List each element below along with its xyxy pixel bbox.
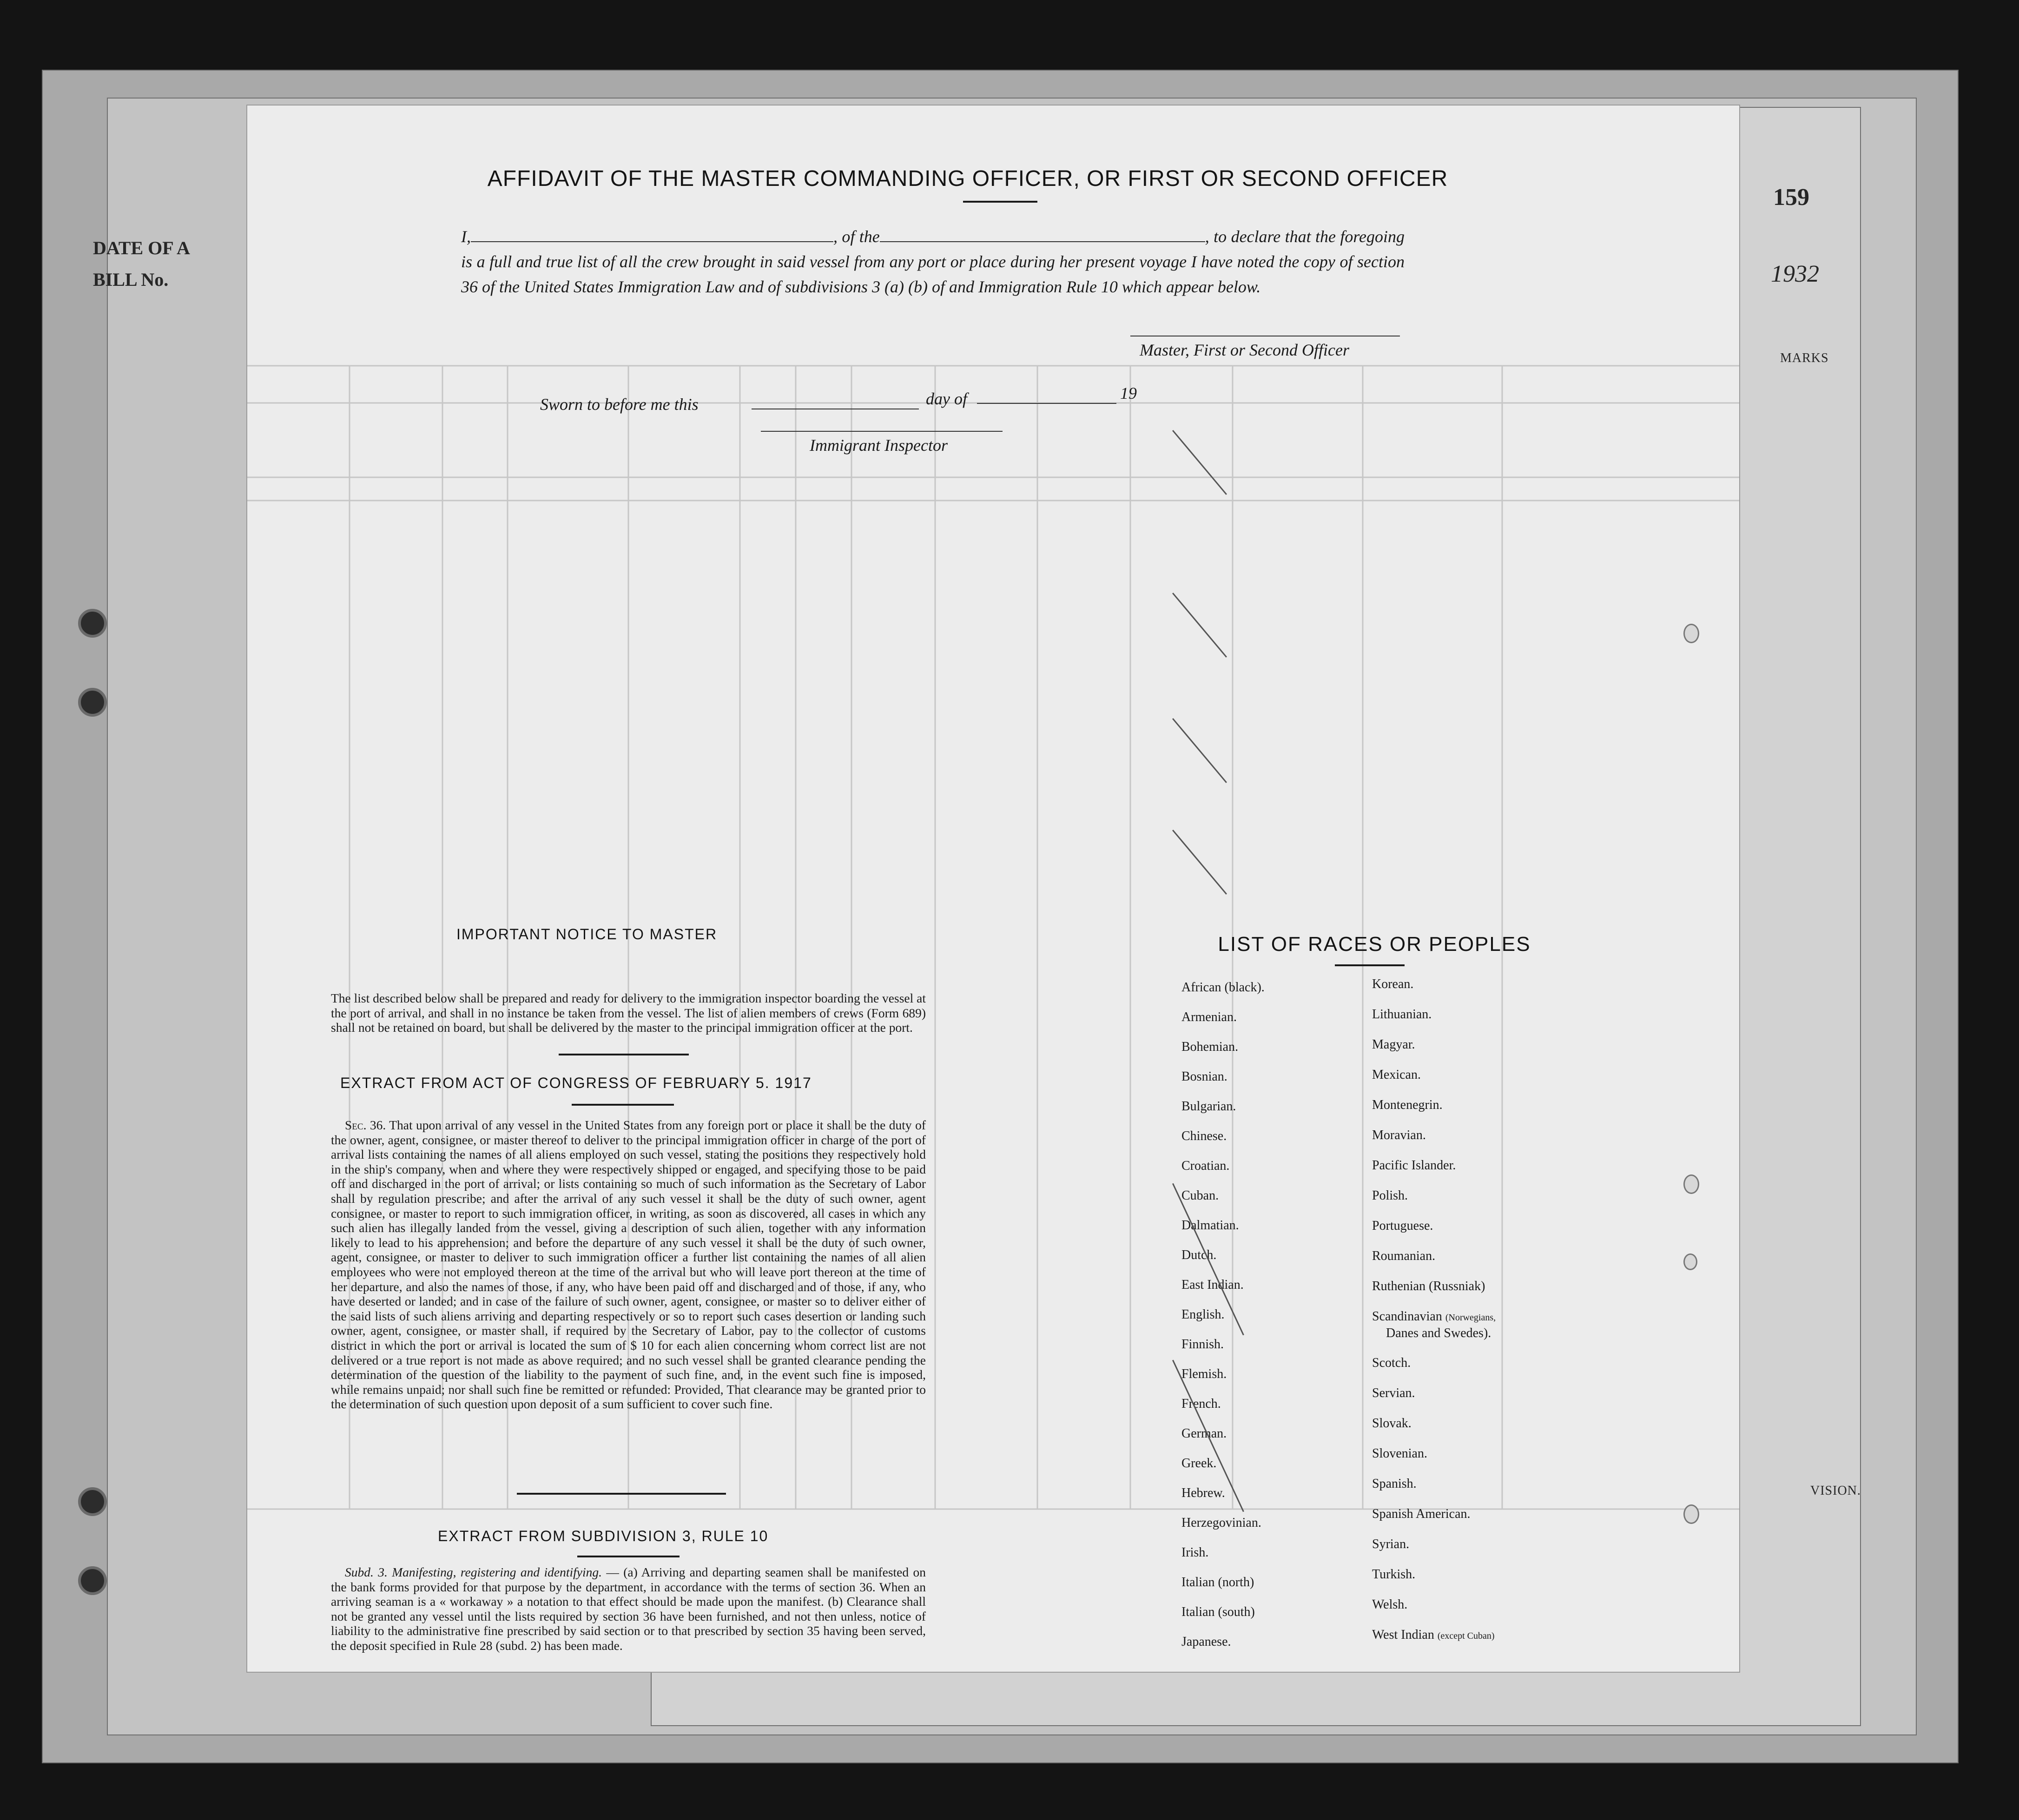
handwritten-year: 1932: [1771, 261, 1819, 287]
tick-mark: [1172, 718, 1227, 783]
rule-extract-rule: [577, 1556, 680, 1557]
race-item-note: (Norwegians,: [1445, 1312, 1496, 1323]
race-item: East Indian.: [1181, 1278, 1244, 1292]
tick-mark: [1172, 830, 1227, 895]
affidavit-to-declare: , to declare: [1205, 227, 1281, 246]
race-item: Welsh.: [1372, 1597, 1408, 1612]
race-item: Lithuanian.: [1372, 1007, 1432, 1022]
race-item: English.: [1181, 1307, 1225, 1322]
binder-hole: [78, 1487, 107, 1516]
section-36-text: [331, 1118, 926, 1411]
race-item: Finnish.: [1181, 1337, 1224, 1352]
affidavit-statement: that the foregoing is a full and true list of all the crew brought in said vessel from any port or place during her present voyage I have noted the copy of section 36 of the United States Immigration Law and of subdivisions 3 (a) (b) of and Immigration Rule 10 which appear below.: [461, 227, 1405, 296]
races-list-title: LIST OF RACES OR PEOPLES: [1218, 933, 1531, 956]
punch-hole: [1683, 1504, 1699, 1524]
act-extract-title: EXTRACT FROM ACT OF CONGRESS OF FEBRUARY 5. 1917: [340, 1075, 812, 1091]
race-item-note: (except Cuban): [1437, 1631, 1495, 1641]
race-item: Irish.: [1181, 1545, 1209, 1560]
page-number: 159: [1773, 184, 1809, 211]
affidavit-i-label: I,: [461, 227, 471, 246]
race-item: Italian (south): [1181, 1605, 1255, 1619]
race-item: Spanish.: [1372, 1477, 1417, 1491]
title-rule: [963, 201, 1037, 203]
race-item: Mexican.: [1372, 1068, 1421, 1082]
race-item: Bulgarian.: [1181, 1099, 1236, 1114]
punch-hole: [1683, 1253, 1697, 1270]
master-signature-label: Master, First or Second Officer: [1140, 341, 1349, 359]
race-item: Dalmatian.: [1181, 1218, 1239, 1233]
section-36-body: That upon arrival of any vessel in the United States from any foreign port or place it shall be the duty of the owner, agent, consignee, or master thereof to deliver to the principal immigration officer in charge of the port of arrival lists containing the names of all aliens employed on such vessel, stating the positions they respectively hold in the ship's company, when and where they were respectively shipped or engaged, and specifying those to be paid off and discharged in the port of arrival; or lists containing so much of such information as the Secretary of Labor shall by regulation prescribe; and after the arrival of any such vessel it shall be the duty of such owner, agent consignee, or master to report to such immigration officer, in writing, as soon as discovered, all cases in which any such alien has illegally landed from the vessel, giving a description of such alien, together with any information likely to lead to his apprehension; and before the departure of any such vessel it shall be the duty of such owner, agent, consignee, or master to deliver to such immigration officer a further list containing the names of all alien employees who were not employed thereon at the time of the arrival but who will leave port thereon at the time of her departure, and also the names of those, if any, who have been paid off and discharged and of those, if any, who have deserted or landed; and in case of the failure of such owner, agent, consignee, or master so to deliver either of the said lists of such aliens arriving and departing respectively or so to report such cases desertion or landing such owner, agent, consignee, or master shall, if required by the Secretary of Labor, pay to the collector of customs district in which the port or arrival is located the sum of $ 10 for each alien concerning whom correct list are not delivered or a true report is not made as above required; and no such vessel shall be granted clearance pending the determination of the question of the liability to the payment of such fine, and, in the event such fine is imposed, while remains unpaid; nor shall such fine be remitted or refunded: Provided, That clearance may be granted prior to the determination of such question upon deposit of a sum sufficient to cover such fine.: [331, 1118, 926, 1411]
races-rule: [1335, 964, 1405, 966]
race-item: Slovenian.: [1372, 1446, 1427, 1461]
race-item: Slovak.: [1372, 1416, 1412, 1431]
race-item: Dutch.: [1181, 1248, 1217, 1262]
marks-column-header: MARKS: [1780, 351, 1829, 365]
date-stamp: DATE OF A BILL No.: [93, 237, 190, 290]
race-item: Montenegrin.: [1372, 1098, 1443, 1112]
race-item: Cuban.: [1181, 1188, 1219, 1203]
race-item: Magyar.: [1372, 1037, 1415, 1052]
race-item: Armenian.: [1181, 1010, 1237, 1024]
race-item: Roumanian.: [1372, 1249, 1436, 1263]
race-item: Bosnian.: [1181, 1069, 1227, 1084]
race-item: Syrian.: [1372, 1537, 1410, 1551]
race-item-label: West Indian: [1372, 1628, 1434, 1642]
month-blank[interactable]: [977, 403, 1116, 404]
race-item: Greek.: [1181, 1456, 1217, 1471]
race-item: Portuguese.: [1372, 1219, 1433, 1233]
race-item: Polish.: [1372, 1188, 1408, 1203]
vessel-blank[interactable]: [880, 227, 1205, 242]
division-label: VISION.: [1810, 1484, 1861, 1498]
race-item: Hebrew.: [1181, 1486, 1225, 1500]
show-through-manifest-grid: [247, 106, 1739, 1672]
race-item: Bohemian.: [1181, 1040, 1239, 1054]
affidavit-title: AFFIDAVIT OF THE MASTER COMMANDING OFFICER, OR FIRST OR SECOND OFFICER: [487, 166, 1448, 191]
sworn-label: Sworn to before me this: [540, 395, 699, 414]
affidavit-body: [461, 224, 1405, 299]
binder-hole: [78, 609, 107, 638]
subdivision-3-text: [331, 1565, 926, 1653]
race-item-label: Scandinavian: [1372, 1309, 1442, 1324]
race-item: Turkish.: [1372, 1567, 1416, 1582]
act-extract-rule: [572, 1104, 674, 1106]
race-item-scandinavian: [1372, 1309, 1496, 1324]
race-item-note: Danes and Swedes).: [1386, 1326, 1491, 1340]
race-item: Servian.: [1372, 1386, 1415, 1400]
race-item: Spanish American.: [1372, 1507, 1471, 1521]
race-item-west-indian: [1372, 1628, 1495, 1642]
year-prefix: 19: [1120, 384, 1137, 402]
notice-text: The list described below shall be prepared and ready for delivery to the immigration inspector boarding the vessel at the port of arrival, and shall in no instance be taken from the vessel. The list of alien members of crews (Form 689) shall not be retained on board, but shall be delivered by the master to the principal immigration officer at the port.: [331, 991, 926, 1035]
inspector-label: Immigrant Inspector: [810, 436, 948, 455]
notice-rule: [559, 1054, 689, 1055]
inspector-signature-line: [761, 431, 1003, 432]
binder-hole: [78, 688, 107, 717]
race-item: Italian (north): [1181, 1575, 1254, 1589]
punch-hole: [1683, 624, 1699, 643]
subdivision-label: Subd. 3. Manifesting, registering and identifying.: [345, 1565, 602, 1579]
race-item: Japanese.: [1181, 1635, 1231, 1649]
subdivision-3-body: — (a) Arriving and departing seamen shall be manifested on the bank forms provided for that purpose by the department, in accordance with the terms of section 36. When an arriving seaman is a « workaway » a notation to that effect should be made upon the manifest. (b) Clearance shall not be granted any vessel until the lists required by section 36 have been furnished, and not then unless, notice of liability to the administrative fine prescribed by said section or to that prescribed by section 35 having been served, the deposit specified in Rule 28 (subd. 2) has been made.: [331, 1565, 926, 1653]
section-label: Sec. 36.: [345, 1118, 386, 1132]
race-item: Korean.: [1372, 977, 1414, 991]
race-item: German.: [1181, 1426, 1227, 1441]
binder-hole: [78, 1566, 107, 1595]
race-item: Pacific Islander.: [1372, 1158, 1456, 1173]
race-item: Chinese.: [1181, 1129, 1227, 1143]
race-item: Scotch.: [1372, 1356, 1411, 1370]
race-item: African (black).: [1181, 980, 1265, 995]
punch-hole: [1683, 1174, 1699, 1194]
tick-mark: [1172, 430, 1227, 495]
rule-extract-title: EXTRACT FROM SUBDIVISION 3, RULE 10: [438, 1528, 769, 1544]
race-item: Moravian.: [1372, 1128, 1426, 1142]
race-item: Flemish.: [1181, 1367, 1227, 1381]
race-item: French.: [1181, 1397, 1221, 1411]
name-blank[interactable]: [471, 227, 833, 242]
affidavit-sheet: [246, 105, 1740, 1673]
race-item: Croatian.: [1181, 1159, 1230, 1173]
day-of-label: day of: [926, 389, 967, 408]
section-end-rule: [517, 1493, 726, 1495]
race-item: Ruthenian (Russniak): [1372, 1279, 1485, 1293]
notice-title: IMPORTANT NOTICE TO MASTER: [456, 926, 718, 943]
race-item: Herzegovinian.: [1181, 1516, 1261, 1530]
affidavit-of-the: , of the: [833, 227, 880, 246]
tick-mark: [1172, 593, 1227, 658]
